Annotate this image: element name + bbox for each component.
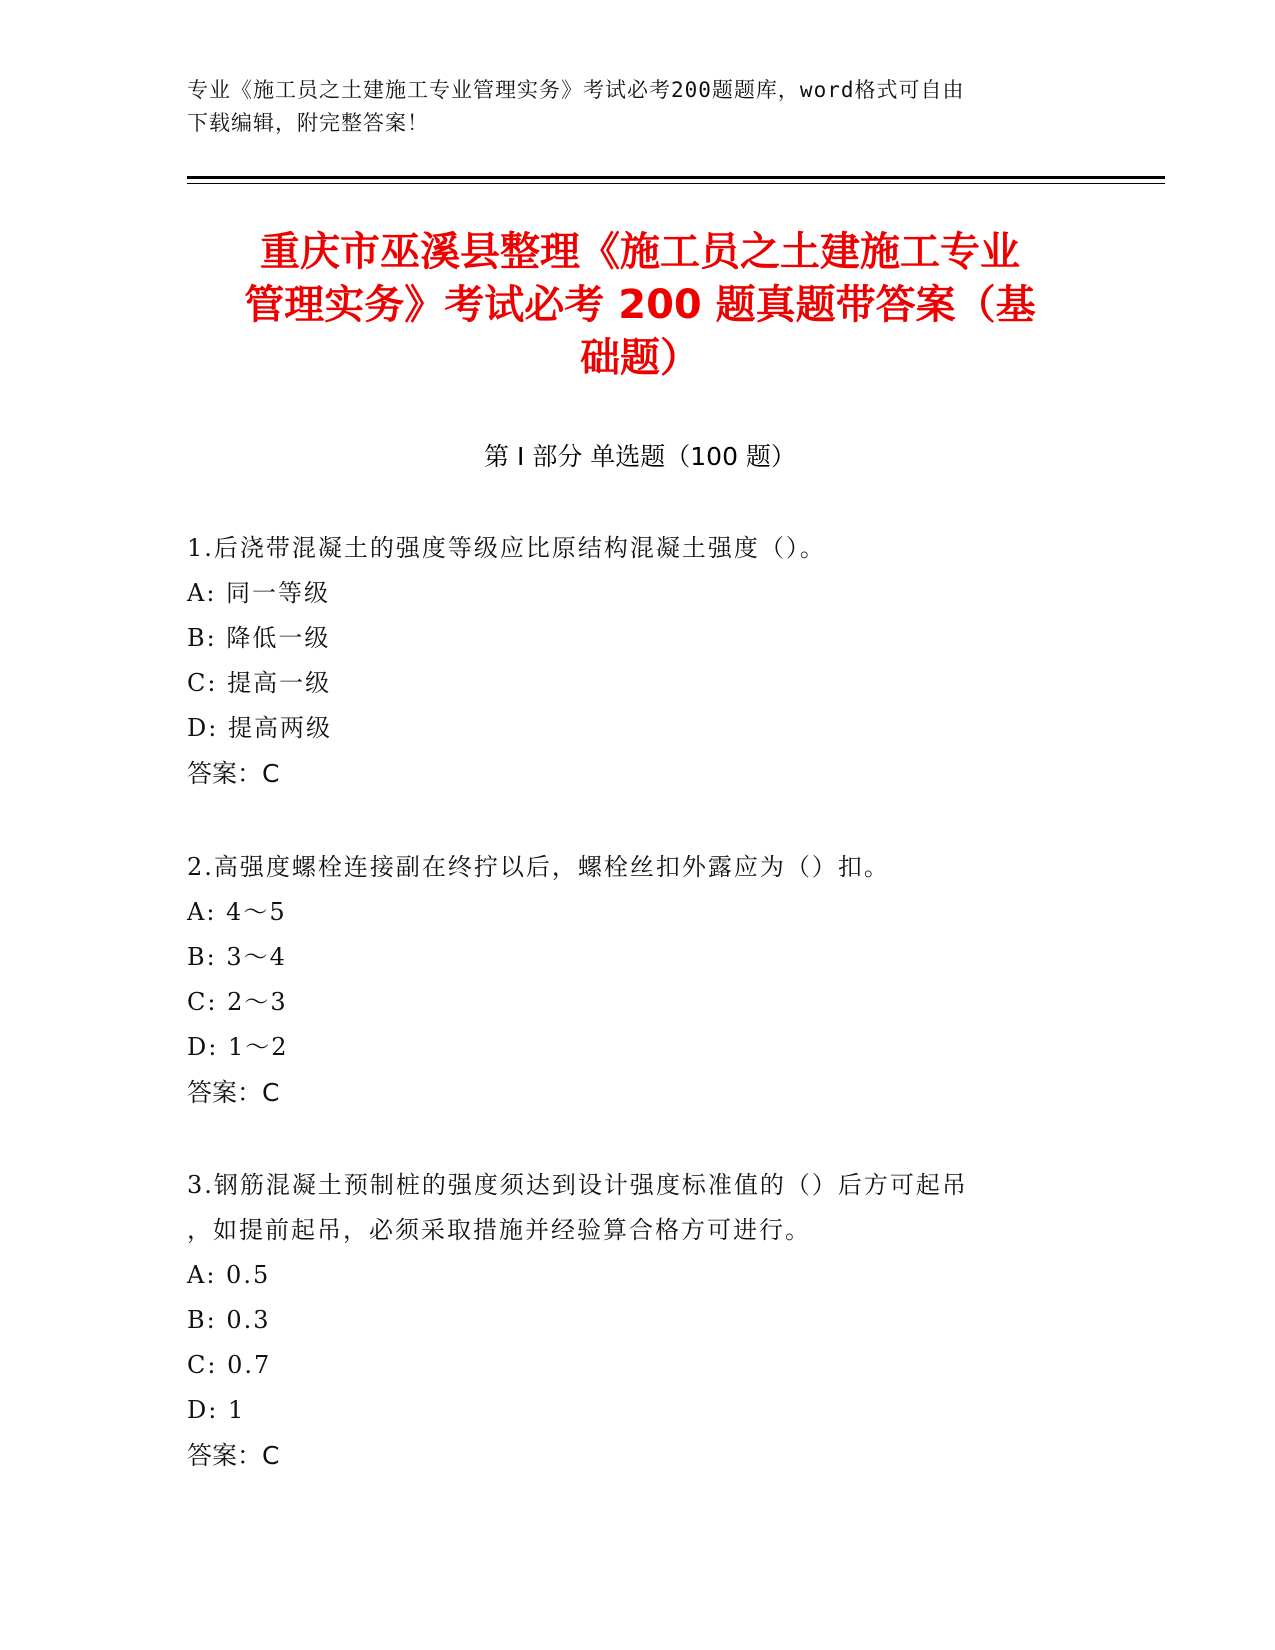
answer-line: 答案：C [187,1078,280,1107]
question-text: 1.后浇带混凝土的强度等级应比原结构混凝土强度（）。 [187,534,826,562]
header-note [187,74,1067,140]
question-text-line-2: ，如提前起吊，必须采取措施并经验算合格方可进行。 [187,1216,811,1244]
section-heading: 第 I 部分 单选题（100 题） [484,442,796,471]
option-b: B: 降低一级 [187,624,331,652]
option-c: C: 2～3 [187,988,288,1016]
option-a: A: 同一等级 [187,579,331,607]
option-d: D: 1～2 [187,1033,289,1061]
option-a: A: 0.5 [187,1261,271,1289]
document-title-line-3: 础题） [580,335,700,381]
header-rule-thick [187,176,1165,179]
question-text: 2.高强度螺栓连接副在终拧以后，螺栓丝扣外露应为（）扣。 [187,853,890,881]
answer-line: 答案：C [187,759,280,788]
question-text-line-1: 3.钢筋混凝土预制桩的强度须达到设计强度标准值的（）后方可起吊 [187,1171,968,1199]
option-c: C: 0.7 [187,1351,272,1379]
option-c: C: 提高一级 [187,669,332,697]
answer-line: 答案：C [187,1441,280,1470]
header-note-line-1: 专业《施工员之土建施工专业管理实务》考试必考200题题库，word格式可自由 [187,78,965,102]
question-3 [187,1163,1087,1478]
option-d: D: 1 [187,1396,246,1424]
option-b: B: 0.3 [187,1306,271,1334]
document-title [187,226,1093,385]
question-2 [187,845,1087,1115]
option-a: A: 4～5 [187,898,287,926]
option-d: D: 提高两级 [187,714,332,742]
option-b: B: 3～4 [187,943,287,971]
question-1 [187,526,1087,796]
document-title-line-2: 管理实务》考试必考 200 题真题带答案（基 [244,282,1036,328]
header-rule-thin [187,183,1165,184]
document-title-line-1: 重庆市巫溪县整理《施工员之土建施工专业 [260,229,1020,275]
header-note-line-2: 下载编辑，附完整答案！ [187,111,429,135]
